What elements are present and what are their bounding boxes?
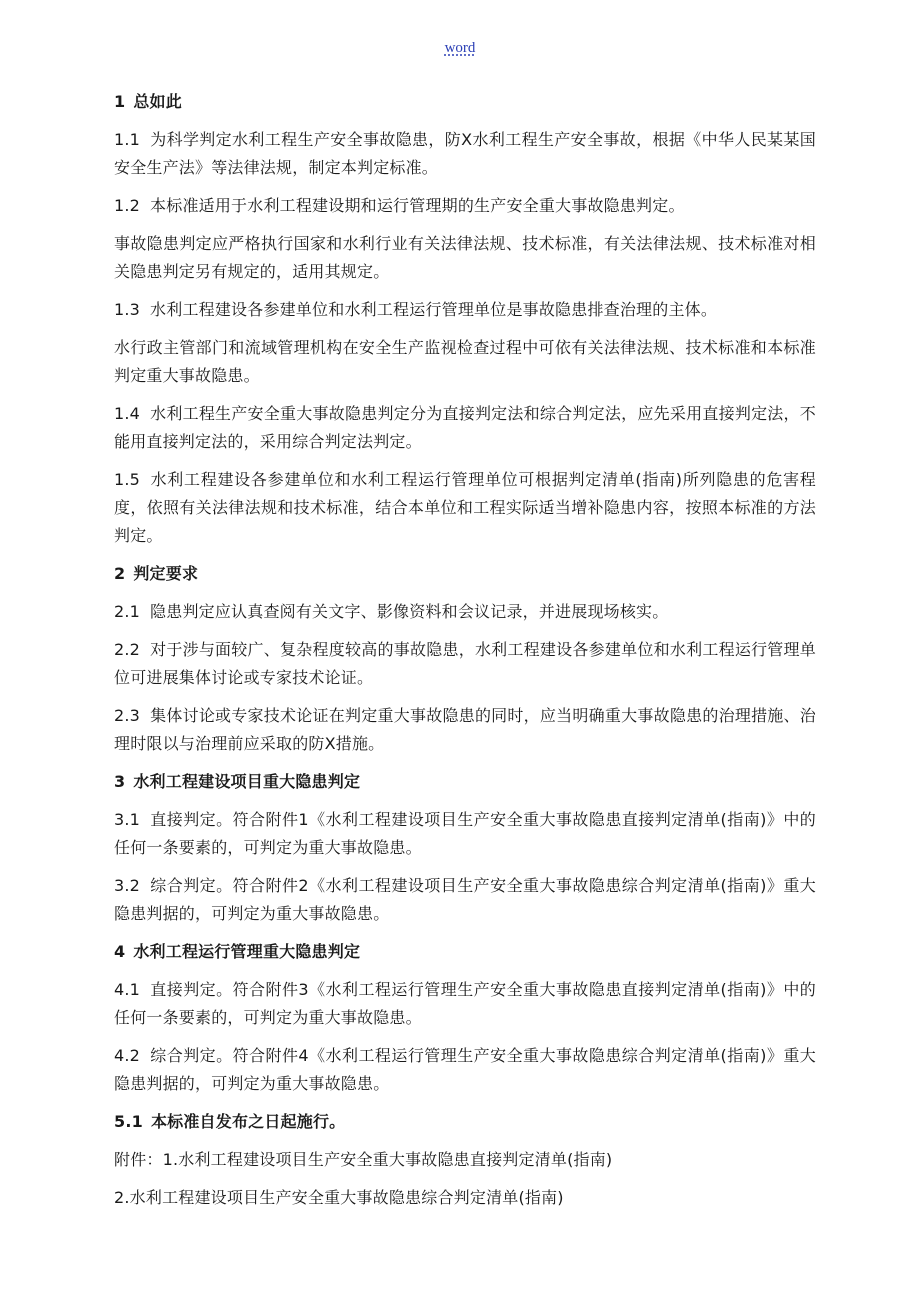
paragraph-1-1: 1.1 为科学判定水利工程生产安全事故隐患，防X水利工程生产安全事故，根据《中华人民某某国安全生产法》等法律法规，制定本判定标准。 [114, 130, 816, 177]
section-heading-3: 3 水利工程建设项目重大隐患判定 [114, 772, 361, 791]
paragraph-2-2: 2.2 对于涉与面较广、复杂程度较高的事故隐患，水利工程建设各参建单位和水利工程运行管理单位可进展集体讨论或专家技术论证。 [114, 640, 816, 687]
section-heading-2: 2 判定要求 [114, 564, 199, 583]
paragraph-4-1: 4.1 直接判定。符合附件3《水利工程运行管理生产安全重大事故隐患直接判定清单(指南)》中的任何一条要素的，可判定为重大事故隐患。 [114, 980, 816, 1027]
section-heading-4: 4 水利工程运行管理重大隐患判定 [114, 942, 361, 961]
paragraph-1-2-note: 事故隐患判定应严格执行国家和水利行业有关法律法规、技术标准，有关法律法规、技术标准对相关隐患判定另有规定的，适用其规定。 [114, 234, 816, 281]
section-heading-5-1: 5.1 本标准自发布之日起施行。 [114, 1112, 346, 1131]
attachment-1: 附件：1.水利工程建设项目生产安全重大事故隐患直接判定清单(指南) [114, 1150, 613, 1169]
document-body [114, 88, 816, 1222]
paragraph-1-4: 1.4 水利工程生产安全重大事故隐患判定分为直接判定法和综合判定法，应先采用直接判定法，不能用直接判定法的，采用综合判定法判定。 [114, 404, 816, 451]
paragraph-1-3: 1.3 水利工程建设各参建单位和水利工程运行管理单位是事故隐患排查治理的主体。 [114, 300, 718, 319]
paragraph-2-1: 2.1 隐患判定应认真查阅有关文字、影像资料和会议记录，并进展现场核实。 [114, 602, 669, 621]
paragraph-1-3-note: 水行政主管部门和流域管理机构在安全生产监视检查过程中可依有关法律法规、技术标准和本标准判定重大事故隐患。 [114, 338, 816, 385]
paragraph-1-2: 1.2 本标准适用于水利工程建设期和运行管理期的生产安全重大事故隐患判定。 [114, 196, 685, 215]
paragraph-4-2: 4.2 综合判定。符合附件4《水利工程运行管理生产安全重大事故隐患综合判定清单(指南)》重大隐患判据的，可判定为重大事故隐患。 [114, 1046, 816, 1093]
header-text: word [444, 40, 476, 56]
paragraph-3-1: 3.1 直接判定。符合附件1《水利工程建设项目生产安全重大事故隐患直接判定清单(指南)》中的任何一条要素的，可判定为重大事故隐患。 [114, 810, 816, 857]
paragraph-3-2: 3.2 综合判定。符合附件2《水利工程建设项目生产安全重大事故隐患综合判定清单(指南)》重大隐患判据的，可判定为重大事故隐患。 [114, 876, 816, 923]
attachment-2: 2.水利工程建设项目生产安全重大事故隐患综合判定清单(指南) [114, 1188, 564, 1207]
paragraph-2-3: 2.3 集体讨论或专家技术论证在判定重大事故隐患的同时，应当明确重大事故隐患的治理措施、治理时限以与治理前应采取的防X措施。 [114, 706, 816, 753]
paragraph-1-5: 1.5 水利工程建设各参建单位和水利工程运行管理单位可根据判定清单(指南)所列隐患的危害程度，依照有关法律法规和技术标准，结合本单位和工程实际适当增补隐患内容，按照本标准的方法判定。 [114, 470, 816, 545]
section-heading-1: 1 总如此 [114, 92, 182, 111]
page-header [0, 40, 920, 57]
